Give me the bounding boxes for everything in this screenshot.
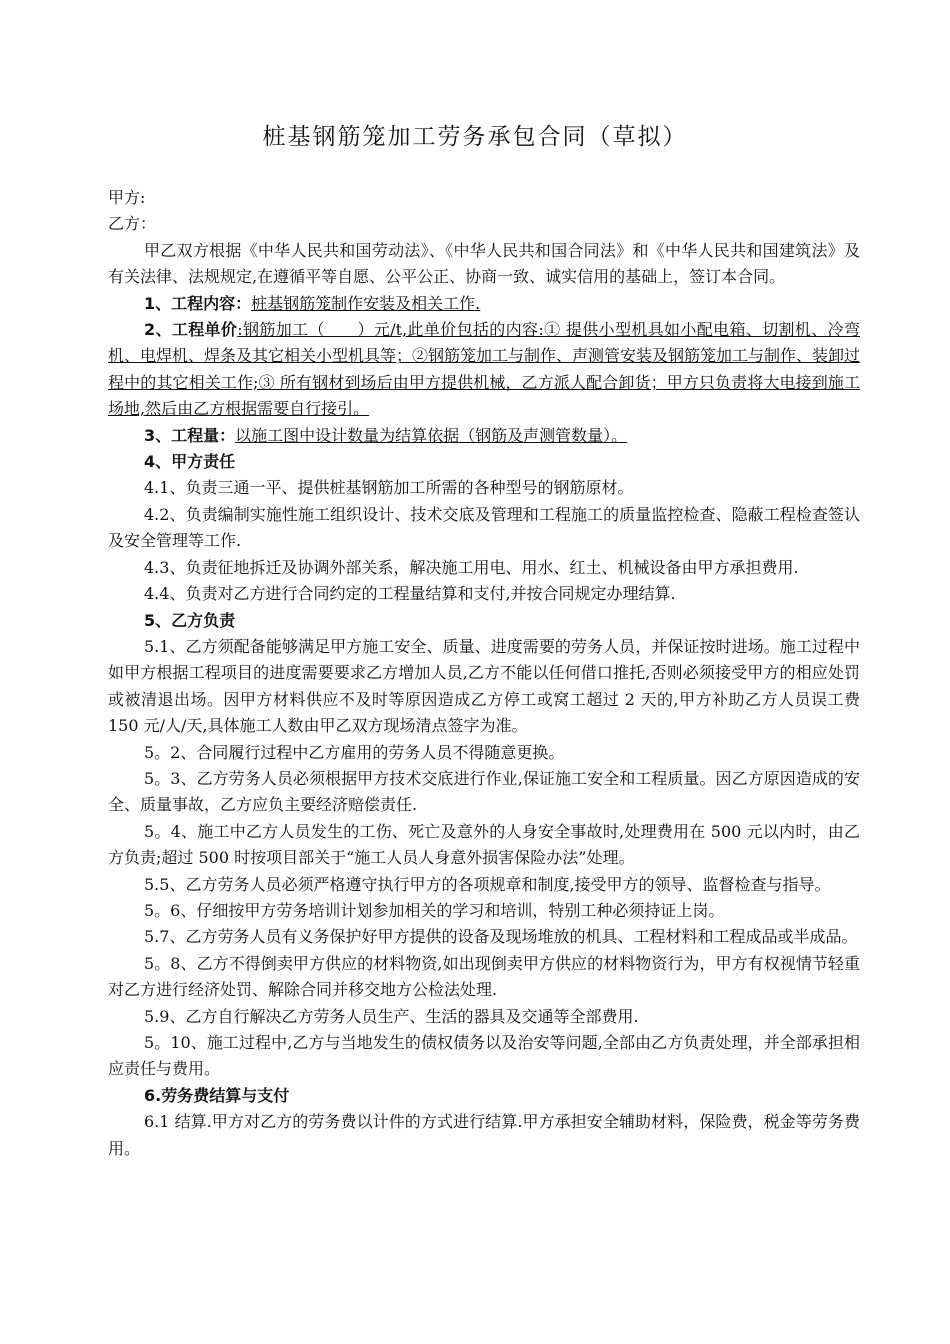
clause-5-3: 5。3、乙方劳务人员必须根据甲方技术交底进行作业,保证施工安全和工程质量。因乙方原因造成的安全、质量事故，乙方应负主要经济赔偿责任. — [108, 768, 860, 815]
section-3-heading: 3、工程量： — [144, 425, 236, 445]
section-1-heading: 1、工程内容： — [144, 293, 252, 313]
clause-5-8: 5。8、乙方不得倒卖甲方供应的材料物资,如出现倒卖甲方供应的材料物资行为，甲方有权视情节轻重对乙方进行经济处罚、解除合同并移交地方公检法处理. — [108, 953, 860, 1000]
clause-6-1: 6.1 结算.甲方对乙方的劳务费以计件的方式进行结算.甲方承担安全辅助材料，保险费，税金等劳务费用。 — [108, 1112, 860, 1158]
document-title: 桩基钢筋笼加工劳务承包合同（草拟） — [262, 124, 688, 150]
section-1 — [108, 291, 860, 317]
section-4-heading: 4、甲方责任 — [144, 452, 236, 472]
section-2-heading: 2、工程单价 — [144, 320, 238, 340]
clause-5-5: 5.5、乙方劳务人员必须严格遵守执行甲方的各项规章和制度,接受甲方的领导、监督检查与指导。 — [144, 874, 831, 894]
clause-4-3: 4.3、负责征地拆迁及协调外部关系，解决施工用电、用水、红土、机械设备由甲方承担费用. — [144, 557, 799, 577]
clause-5-10: 5。10、施工过程中,乙方与当地发生的债权债务以及治安等问题,全部由乙方负责处理，并全部承担相应责任与费用。 — [108, 1033, 860, 1079]
clause-5-6: 5。6、仔细按甲方劳务培训计划参加相关的学习和培训，特别工种必须持证上岗。 — [144, 900, 725, 920]
clause-5-4: 5。4、施工中乙方人员发生的工伤、死亡及意外的人身安全事故时,处理费用在 500 元以内时，由乙方负责;超过 500 时按项目部关于“施工人员人身意外损害保险办法”处理。 — [108, 821, 860, 868]
intro-paragraph: 甲乙双方根据《中华人民共和国劳动法》、《中华人民共和国合同法》和《中华人民共和国建筑法》及有关法律、法规规定,在遵循平等自愿、公平公正、协商一致、诚实信用的基础上，签订本合同。 — [108, 240, 860, 287]
clause-5-9: 5.9、乙方自行解决乙方劳务人员生产、生活的器具及交通等全部费用. — [144, 1006, 639, 1026]
clause-4-2: 4.2、负责编制实施性施工组织设计、技术交底及管理和工程施工的质量监控检查、隐蔽工程检查签认及安全管理等工作. — [108, 504, 860, 551]
clause-5-1: 5.1、乙方须配备能够满足甲方施工安全、质量、进度需要的劳务人员，并保证按时进场。施工过程中如甲方根据工程项目的进度需要要求乙方增加人员,乙方不能以任何借口推托,否则必须接受甲方的相应处罚或被清退出场。因甲方材料供应不及时等原因造成乙方停工或窝工超过 2 天的,甲方补助乙方人员误工费 150 元/人/天,具体施工人数由甲乙双方现场清点签字为准。 — [108, 636, 860, 736]
section-2 — [108, 317, 860, 423]
section-1-text: 桩基钢筋笼制作安装及相关工作. — [251, 293, 481, 313]
section-6-heading: 6.劳务费结算与支付 — [144, 1085, 290, 1105]
clause-5-7: 5.7、乙方劳务人员有义务保护好甲方提供的设备及现场堆放的机具、工程材料和工程成品或半成品。 — [144, 927, 858, 947]
clause-4-4: 4.4、负责对乙方进行合同约定的工程量结算和支付,并按合同规定办理结算. — [144, 584, 676, 604]
section-3 — [108, 423, 860, 449]
section-5-heading: 5、乙方负责 — [144, 610, 236, 630]
party-b-line: 乙方： — [108, 214, 157, 234]
clause-5-2: 5。2、合同履行过程中乙方雇用的劳务人员不得随意更换。 — [144, 742, 565, 762]
party-a-line: 甲方: — [108, 188, 146, 207]
contract-body — [108, 185, 860, 1162]
clause-4-1: 4.1、负责三通一平、提供桩基钢筋加工所需的各种型号的钢筋原材。 — [144, 478, 634, 498]
section-2-text: :钢筋加工（ ）元/t,此单价包括的内容:① 提供小型机具如小配电箱、切割机、冷弯机、电焊机、焊条及其它相关小型机具等；②钢筋笼加工与制作、声测管安装及钢筋笼加工与制作、装卸过程中的其它相关工作;③ 所有钢材到场后由甲方提供机械，乙方派人配合卸货；甲方只负责将大电接到施工场地,然后由乙方根据需要自行接引。 — [108, 320, 861, 419]
section-3-text: 以施工图中设计数量为结算依据（钢筋及声测管数量）。 — [235, 425, 628, 445]
